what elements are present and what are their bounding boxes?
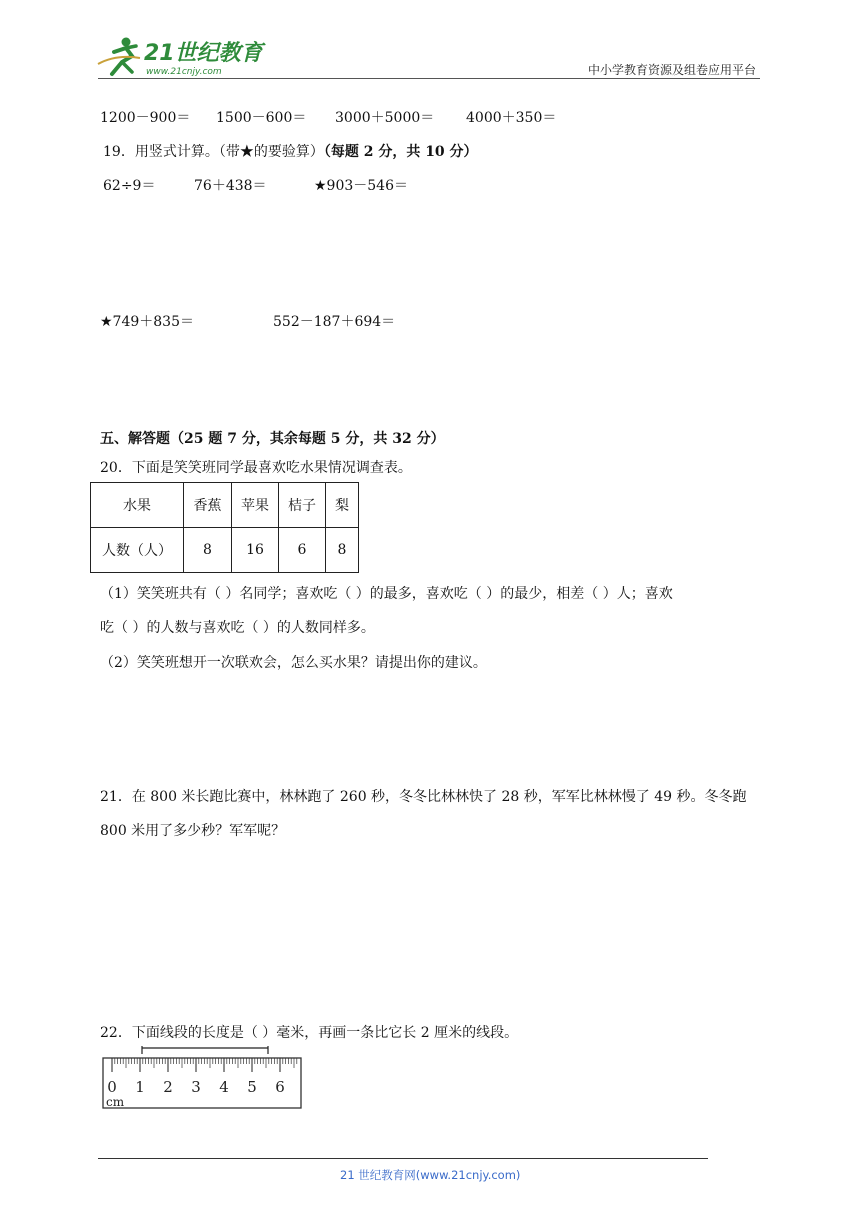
- table-cell: 香蕉: [184, 483, 232, 528]
- q20-title: 20．下面是笑笑班同学最喜欢吃水果情况调查表。: [100, 460, 412, 476]
- oral-item-3: 3000＋5000＝: [335, 110, 435, 126]
- q19-title: [103, 141, 478, 161]
- platform-name: 中小学教育资源及组卷应用平台: [587, 63, 756, 77]
- ruler-number: 5: [247, 1078, 257, 1096]
- table-cell: 8: [326, 528, 359, 573]
- q19-title-text: 19．用竖式计算。（带★的要验算）: [103, 144, 324, 160]
- table-cell: 16: [232, 528, 279, 573]
- q19-item-1: 62÷9＝: [103, 178, 156, 194]
- q20-part1-line1: （1）笑笑班共有（ ）名同学；喜欢吃（ ）的最多，喜欢吃（ ）的最少，相差（ ）人；喜欢: [100, 586, 673, 602]
- q19-item-2: 76＋438＝: [194, 178, 267, 194]
- table-cell: 苹果: [232, 483, 279, 528]
- table-cell: 8: [184, 528, 232, 573]
- ruler-number: 3: [191, 1078, 201, 1096]
- ruler-number: 0: [107, 1078, 117, 1096]
- q19-item-4: ★749＋835＝: [100, 314, 194, 330]
- ruler-unit: cm: [106, 1095, 125, 1109]
- table-cell: 梨: [326, 483, 359, 528]
- footer-divider: [98, 1158, 708, 1159]
- q19-item-5: 552－187＋694＝: [273, 314, 396, 330]
- table-cell: 人数（人）: [91, 528, 184, 573]
- table-cell: 水果: [91, 483, 184, 528]
- ruler-number: 4: [219, 1078, 229, 1096]
- oral-item-1: 1200－900＝: [100, 110, 191, 126]
- ruler-body: [103, 1058, 301, 1108]
- footer-text: 21 世纪教育网(www.21cnjy.com): [340, 1168, 521, 1182]
- q20-part1-line2: 吃（ ）的人数与喜欢吃（ ）的人数同样多。: [100, 620, 375, 636]
- section5-title: 五、解答题（25 题 7 分，其余每题 5 分，共 32 分）: [100, 431, 445, 447]
- site-logo: [92, 34, 282, 80]
- ruler-number: 2: [163, 1078, 173, 1096]
- q19-score: （每题 2 分，共 10 分）: [323, 144, 478, 160]
- ruler-number: 1: [135, 1078, 145, 1096]
- fruit-survey-table: [90, 482, 359, 573]
- logo-title: 21世纪教育: [144, 41, 263, 66]
- table-cell: 桔子: [279, 483, 326, 528]
- table-header-row: [91, 483, 359, 528]
- oral-item-4: 4000＋350＝: [466, 110, 557, 126]
- oral-item-2: 1500－600＝: [216, 110, 307, 126]
- q21-line1: 21．在 800 米长跑比赛中，林林跑了 260 秒，冬冬比林林快了 28 秒，军军比林林慢了 49 秒。冬冬跑: [100, 789, 747, 805]
- q19-item-3: ★903－546＝: [314, 178, 408, 194]
- ruler-image: [102, 1046, 302, 1110]
- table-cell: 6: [279, 528, 326, 573]
- logo-url: www.21cnjy.com: [146, 67, 222, 77]
- q21-line2: 800 米用了多少秒？军军呢？: [100, 823, 286, 839]
- q22-text: 22．下面线段的长度是（ ）毫米，再画一条比它长 2 厘米的线段。: [100, 1025, 519, 1041]
- table-row: [91, 528, 359, 573]
- ruler-number: 6: [275, 1078, 285, 1096]
- q20-part2: （2）笑笑班想开一次联欢会，怎么买水果？请提出你的建议。: [100, 655, 487, 671]
- header-divider: [98, 78, 760, 79]
